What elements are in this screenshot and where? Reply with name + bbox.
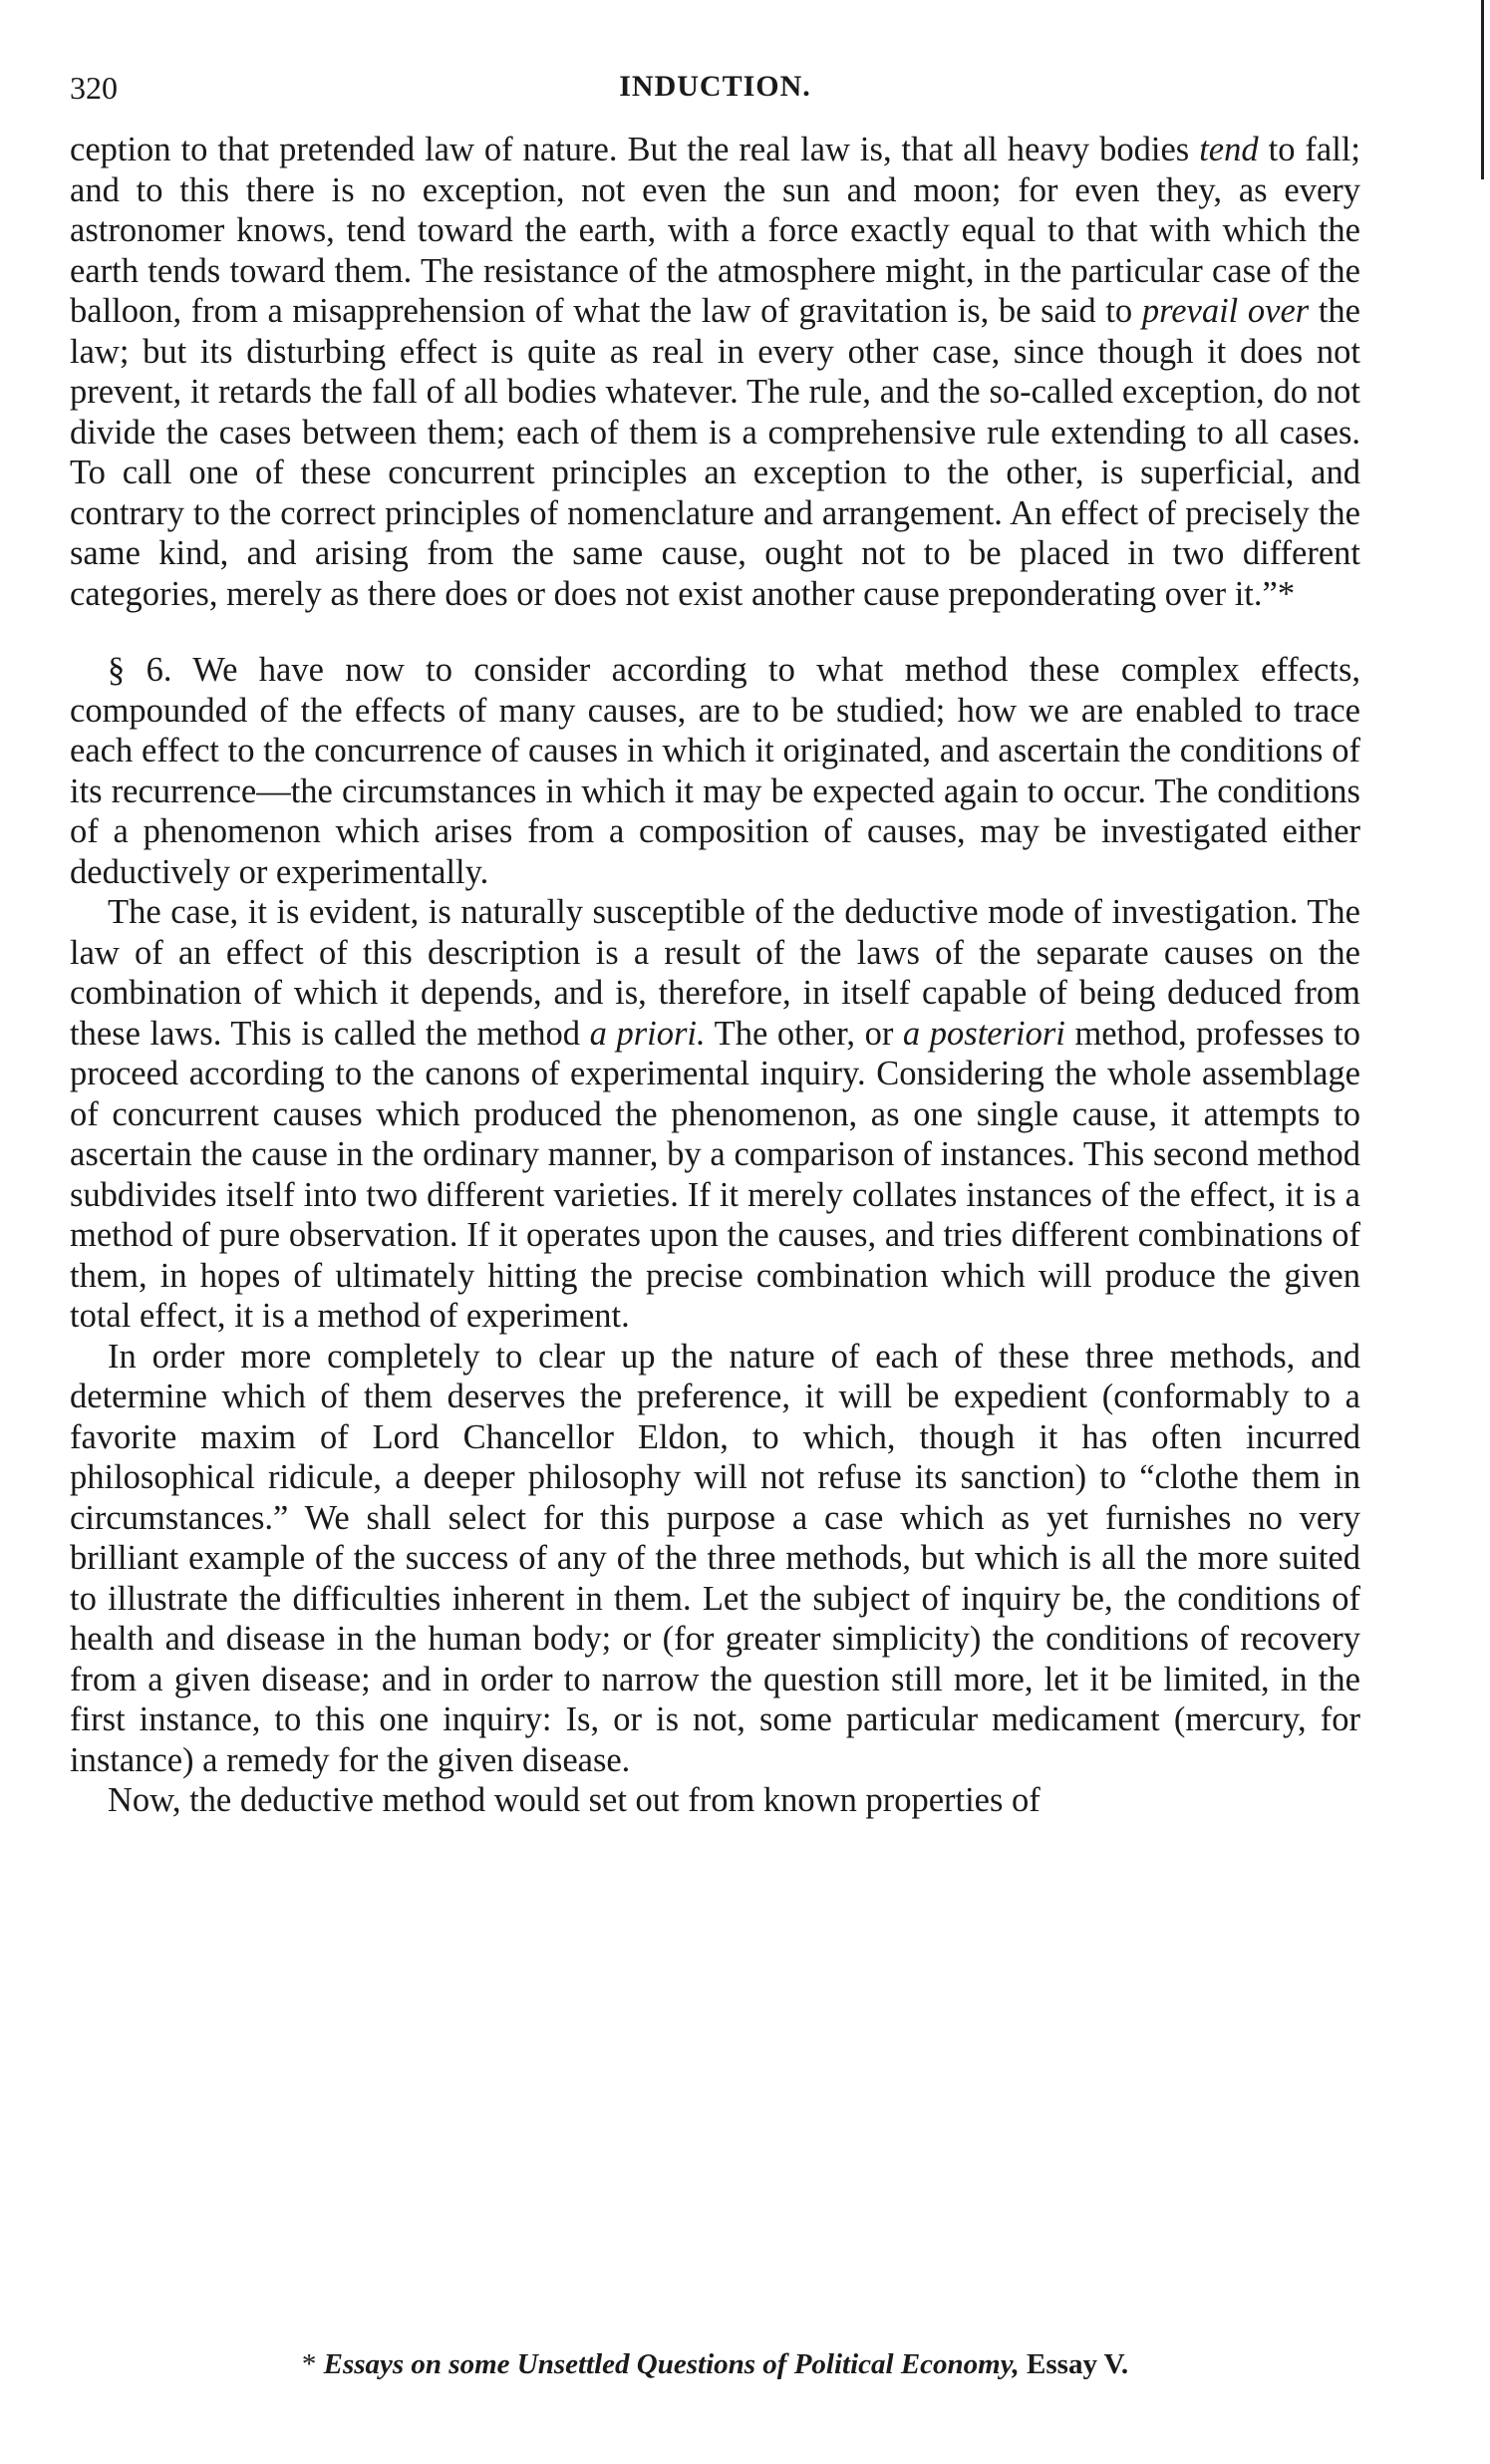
running-head: INDUCTION.	[619, 70, 811, 103]
scan-margin-rule	[1481, 0, 1484, 179]
paragraph-deductive-mode: The case, it is evident, is naturally susceptible of the deductive mode of investigation. The law of an effect of this description is a result of the laws of the separate causes on the combination of which it depends, and is, therefore, in itself capable of being deduced from these laws. This is called the method a priori. The other, or a posteriori method, professes to proceed according to the canons of experimental inquiry. Considering the whole assemblage of concurrent causes which produced the phenomenon, as one single cause, it attempts to ascertain the cause in the ordinary manner, by a comparison of instances. This second method subdivides itself into two different varieties. If it merely collates instances of the effect, it is a method of pure observation. If it operates upon the causes, and tries different combinations of them, in hopes of ultimately hitting the precise combination which will produce the given total effect, it is a method of experiment.	[70, 893, 1360, 1335]
page-number: 320	[70, 70, 118, 106]
paragraph-section-6: § 6. We have now to consider according to what method these complex effects, compounded of the effects of many causes, are to be studied; how we are enabled to trace each effect to the concurrence of causes in which it originated, and ascertain the conditions of its recurrence—the circumstances in which it may be expected again to occur. The conditions of a phenomenon which arises from a composition of causes, may be investigated either deductively or experimentally.	[70, 651, 1360, 891]
italic-phrase: prevail over	[1141, 292, 1310, 330]
footnote-title: Essays on some Unsettled Questions of Political Economy,	[323, 2348, 1020, 2380]
footnote	[70, 2348, 1360, 2381]
footnote-marker: *	[301, 2348, 324, 2380]
footnote-essay: Essay V.	[1019, 2348, 1129, 2380]
page-header	[70, 70, 1360, 130]
paragraph-three-methods: In order more completely to clear up the nature of each of these three methods, and determine which of them deserves the preference, it will be expedient (conformably to a favorite maxim of Lord Chancellor Eldon, to which, though it has often incurred philosophical ridicule, a deeper philosophy will not refuse its sanction) to “clothe them in circumstances.” We shall select for this purpose a case which as yet furnishes no very brilliant example of the success of any of the three methods, but which is all the more suited to illustrate the difficulties inherent in them. Let the subject of inquiry be, the conditions of health and disease in the human body; or (for greater simplicity) the conditions of recovery from a given disease; and in order to narrow the question still more, let it be limited, in the first instance, to this one inquiry: Is, or is not, some particular medicament (mercury, for instance) a remedy for the given disease.	[70, 1337, 1360, 1779]
paragraph-deductive-method: Now, the deductive method would set out from known properties of	[108, 1781, 1041, 1819]
italic-phrase: tend	[1199, 131, 1259, 168]
paragraph-continuation: ception to that pretended law of nature. But the real law is, that all heavy bodies tend to fall; and to this there is no exception, not even the sun and moon; for even they, as every astronomer knows, tend toward the earth, with a force exactly equal to that with which the earth tends toward them. The resistance of the atmosphere might, in the particular case of the balloon, from a misapprehension of what the law of gravitation is, be said to prevail over the law; but its disturbing effect is quite as real in every other case, since though it does not prevent, it retards the fall of all bodies whatever. The rule, and the so-called exception, do not divide the cases between them; each of them is a comprehensive rule extending to all cases. To call one of these concurrent principles an exception to the other, is superficial, and contrary to the correct principles of nomenclature and arrangement. An effect of precisely the same kind, and arising from the same cause, ought not to be placed in two different categories, merely as there does or does not exist another cause preponderating over it.”*	[70, 131, 1360, 613]
book-page	[70, 70, 1360, 1821]
italic-phrase: a posteriori	[902, 1014, 1065, 1053]
italic-phrase: a priori.	[589, 1014, 706, 1053]
